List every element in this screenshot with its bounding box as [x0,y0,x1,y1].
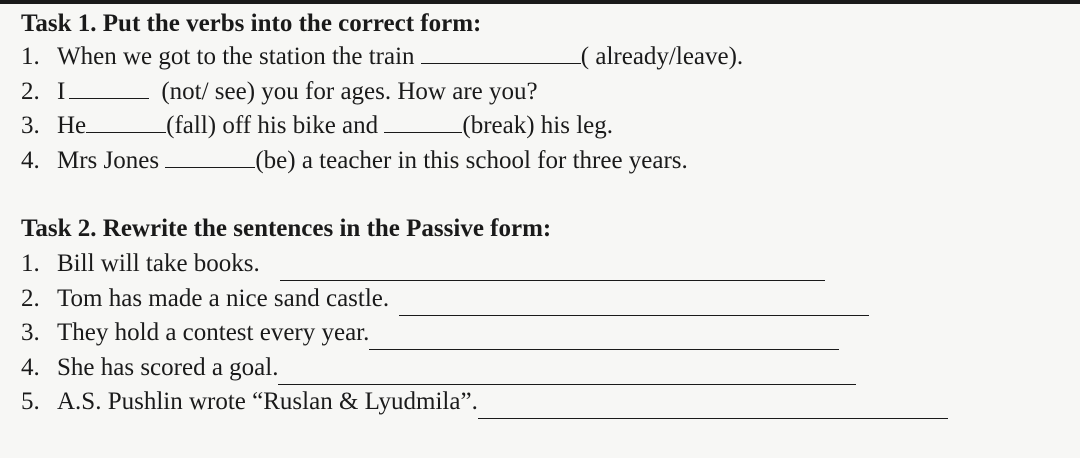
item-number: 4. [21,146,40,174]
task1-item-1 [21,40,1066,75]
sentence-text: Tom has made a nice sand castle. [57,284,390,312]
sentence-text: Bill will take books. [57,250,260,277]
task1-item-3 [21,109,1066,144]
worksheet [21,8,1066,420]
item-number: 3. [21,319,40,346]
item-text-after: ( already/leave). [580,43,744,70]
task1-title: Task 1. Put the verbs into the correct form: [21,10,482,37]
task2-item-2 [21,282,1066,317]
item-text-after: (break) his leg. [462,112,614,139]
task2-item-1 [21,247,1066,282]
section-gap [21,178,1066,211]
item-number: 1. [21,43,40,70]
answer-blank[interactable] [165,145,255,168]
task1-item-4 [21,144,1066,179]
item-text-middle: (fall) off his bike and [166,112,385,139]
item-number: 1. [21,250,40,277]
answer-line[interactable] [399,287,869,316]
item-number: 5. [21,388,40,415]
task2-title: Task 2. Rewrite the sentences in the Passive form: [21,215,552,242]
item-text-before: He [57,112,87,139]
task1-item-2 [21,75,1066,110]
answer-blank[interactable] [384,110,462,133]
item-text-before: I [57,77,66,105]
sentence-text: They hold a contest every year. [57,319,370,346]
item-number: 4. [21,353,40,381]
answer-blank[interactable] [69,76,149,99]
answer-line[interactable] [280,252,825,281]
task2-item-4 [21,351,1066,386]
item-number: 2. [21,77,40,105]
item-text-after: (be) a teacher in this school for three years. [255,146,688,174]
item-text-before: When we got to the station the train [57,43,421,70]
item-text-before: Mrs Jones [57,146,166,174]
sentence-text: A.S. Pushlin wrote “Ruslan & Lyudmila”. [57,388,478,415]
answer-blank[interactable] [86,110,166,133]
task2-item-3 [21,316,1066,351]
answer-line[interactable] [278,356,856,385]
answer-line[interactable] [369,321,839,350]
item-number: 2. [21,284,40,312]
top-rule [0,0,1080,4]
sentence-text: She has scored a goal. [57,353,279,381]
task2-item-5 [21,385,1066,420]
answer-blank[interactable] [421,41,581,64]
item-text-after: (not/ see) you for ages. How are you? [161,77,538,105]
item-number: 3. [21,112,40,139]
answer-line[interactable] [478,390,948,419]
